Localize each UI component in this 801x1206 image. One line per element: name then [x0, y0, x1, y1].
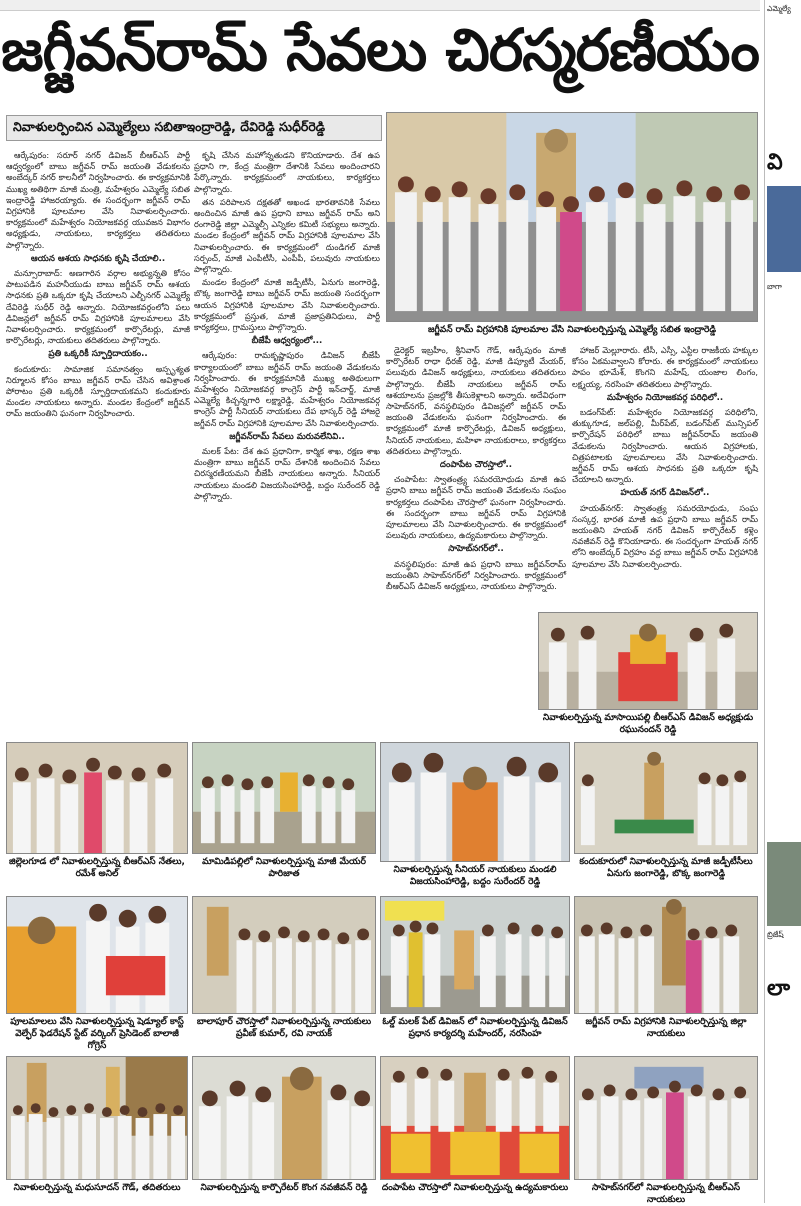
adjacent-text: బ్రిజేష్	[767, 930, 784, 939]
photo-mid-right-caption: నివాళులర్పిస్తున్న మాసాయిపల్లి బీఆర్‌ఎస్ డివిజన్ అధ్యక్షుడు రఘునందన్ రెడ్డి	[542, 713, 754, 735]
section-heading: జగ్జీవన్‌రామ్ సేవలు మరువలేనివి..	[229, 431, 345, 442]
adjacent-text: బాగా	[767, 282, 782, 291]
photo-row1-3	[380, 742, 570, 862]
photo-row1-2-caption: మామిడిపల్లిలో నివాళులర్పిస్తున్న మాజీ మేయర్ పారిజాత	[202, 857, 366, 879]
top-page-strip	[0, 0, 760, 11]
article-paragraph: హయత్‌నగర్: స్వాతంత్ర్య సమరయోధుడు, సంఘ సంస్కర్త, భారత మాజీ ఉప ప్రధాని బాబు జగ్జీవన్ రామ్ జయంతిని హయత్ నగర్ డివిజన్ కార్పొరేటర్ కళ్లెం నవజీవన్ రెడ్డి కొనియాడారు. ఈ సందర్భంగా హయత్ నగర్ లోని అంబేద్కర్ విగ్రహం వద్ద బాబు జగ్జీవన్ రామ్ విగ్రహానికి పూలమాల వేసి నివాళులర్పించారు.	[572, 502, 758, 569]
article-paragraph: మండల కేంద్రంలో మాజీ జడ్పీటీసీ, ఏనుగు జంగారెడ్డి, బొక్క జంగారెడ్డి బాబు జగ్జీవన్ రామ్ జయంతి సందర్భంగా ఆయన విగ్రహానికి పూలమాల వేసి నివాళులర్పించారు. కార్యక్రమంలో ప్రస్తుత, మాజీ ప్రజాప్రతినిధులు, పార్టీ కార్యకర్తలు, గ్రామస్తులు పాల్గొన్నారు.	[194, 277, 380, 333]
photo-row3-4-caption: సాహెబ్‌నగర్‌లో నివాళులర్పిస్తున్న బీఆర్‌ఎస్ నాయకులు	[591, 1183, 741, 1205]
article-column-2	[194, 150, 380, 728]
article-column-4	[572, 345, 758, 607]
adjacent-photo	[767, 842, 801, 926]
photo-row2-1-caption: పూలమాలలు వేసి నివాళులర్పిస్తున్న షెడ్యూల్ కాస్ట్ వెల్ఫేర్ ఫెడరేషన్ స్టేట్ వర్కింగ్ ప్రెసిడెంట్ బాలాజీ గోగ్రెస్	[10, 1017, 184, 1051]
photo-row3-2	[192, 1056, 376, 1180]
article-paragraph: మలక్ పేట: దేశ ఉప ప్రధానిగా, కార్మిక శాఖ, రక్షణ శాఖ మంత్రిగా బాబు జగ్జీవన్ రామ్ దేశానికి అందించిన సేవలు చిరస్మరణీయమని బీజేపీ నాయకులు అన్నారు. సీనియర్ నాయకులు మండలి విజయసింహారెడ్డి, బద్దం సురేందర్ రెడ్డి పాల్గొన్నారు.	[194, 446, 380, 501]
article-paragraph: ఆర్కేపురం: సరూర్ నగర్ డివిజన్ బీఆర్‌ఎస్ పార్టీ ఆధ్వర్యంలో బాబు జగ్జీవన్ రామ్ జయంతి వేడుకలను అంబేద్కర్ నగర్ కాలనీలో నిర్వహించారు. ఈ కార్యక్రమానికి ముఖ్య అతిథిగా మాజీ మంత్రి, మహేశ్వరం ఎమ్మెల్యే సబిత ఇంద్రారెడ్డి హాజరయ్యారు. ఈ సందర్భంగా జగ్జీవన్ రామ్ విగ్రహానికి పూలమాల వేసి నివాళులర్పించారు. కార్యక్రమంలో మహేశ్వరం నియోజకవర్గ యువజన విభాగం అధ్యక్షుడు, నాయకులు, కార్యకర్తలు తదితరులు పాల్గొన్నారు.	[6, 150, 190, 250]
adjacent-text: ఎమ్మెల్యే	[767, 4, 791, 13]
main-photo	[386, 112, 758, 322]
adjacent-heading: లా	[767, 976, 791, 1001]
photo-row1-4-caption: కందుకూరులో నివాళులర్పిస్తున్న మాజీ జడ్పీటీసీలు ఏనుగు జంగారెడ్డి, బొక్క జంగారెడ్డి	[579, 857, 753, 879]
article-column-1	[6, 150, 190, 728]
photo-row1-4	[574, 742, 758, 854]
photo-row2-2-caption: బాలాపూర్ చౌరస్తాలో నివాళులర్పిస్తున్న నాయకులు ప్రవీణ్ కుమార్, రవి నాయక్	[196, 1017, 372, 1039]
photo-row2-2	[192, 896, 376, 1014]
photo-row2-4	[574, 896, 758, 1014]
headline: జగ్జీవన్‌రామ్ సేవలు చిరస్మరణీయం	[1, 15, 759, 84]
photo-row2-3	[380, 896, 570, 1014]
article-paragraph: డైరెక్టర్ ఇబ్రహీం, శ్రీనివాస్ గౌడ్, ఆర్కేపురం మాజీ కార్పొరేటర్ రాధా ధీరజ్ రెడ్డి, మాజీ డిప్యూటీ మేయర్, పలువురు డివిజన్ అధ్యక్షులు, నాయకులు తదితరులు పాల్గొన్నారు. బీజేపీ నాయకులు జగ్జీవన్ రామ్ ఆశయాలను ప్రజల్లోకి తీసుకెళ్లాలని అన్నారు. అదేవిధంగా సాహెబ్‌నగర్, వనస్థలిపురం డివిజన్లలో జగ్జీవన్ రామ్ జయంతి వేడుకలను ఘనంగా నిర్వహించారు. ఈ కార్యక్రమంలో మాజీ కార్పొరేటర్లు, డివిజన్ అధ్యక్షులు, సీనియర్ నాయకులు, మహిళా నాయకురాలు, కార్యకర్తలు తదితరులు పాల్గొన్నారు.	[386, 345, 566, 456]
article-paragraph: కృషి చేసిన మహోన్నతుడని కొనియాడారు. దేశ ఉప ప్రధాని గా, కేంద్ర మంత్రిగా దేశానికి సేవలు అందించారని పేర్కొన్నారు. కార్యక్రమంలో నాయకులు, కార్యకర్తలు పాల్గొన్నారు.	[194, 150, 380, 194]
photo-row1-1-caption: జిల్లెలగూడ లో నివాళులర్పిస్తున్న బీఆర్‌ఎస్ నేతలు, రమేశ్ అనిల్	[9, 857, 185, 879]
photo-mid-right	[538, 612, 758, 710]
article-paragraph: ఆర్కేపురం: రామకృష్ణాపురం డివిజన్ బీజేపీ కార్యాలయంలో బాబు జగ్జీవన్ రామ్ జయంతి వేడుకలను నిర్వహించారు. ఈ కార్యక్రమానికి ముఖ్య అతిథులుగా మహేశ్వరం నియోజకవర్గ కాంగ్రెస్ పార్టీ ఇన్‌చార్జ్, మాజీ ఎమ్మెల్యే కిచ్చన్నగారి లక్ష్మారెడ్డి, మహేశ్వరం నియోజకవర్గ కాంగ్రెస్ పార్టీ సీనియర్ నాయకులు దేప భాస్కర్ రెడ్డి హాజరై జగ్జీవన్ రామ్ విగ్రహానికి పూలమాల వేసి నివాళులర్పించారు.	[194, 350, 380, 428]
section-heading: దంపాపేట చౌరస్తాలో..	[439, 460, 513, 471]
photo-row1-3-caption: నివాళులర్పిస్తున్న సీనియర్ నాయకులు మండలి విజయసింహారెడ్డి, బద్దం సురేందర్ రెడ్డి	[393, 865, 557, 887]
photo-row3-1	[6, 1056, 188, 1180]
article-paragraph: మన్సూరాబాద్: అణగారిన వర్గాల అభ్యున్నతి కోసం పాటుపడిన మహనీయుడు బాబు జగ్జీవన్ రామ్ ఆశయ సాధనకు ప్రతి ఒక్కరూ కృషి చేయాలని ఎల్బీనగర్ ఎమ్మెల్యే దేవిరెడ్డి సుధీర్ రెడ్డి అన్నారు. నియోజకవర్గంలోని పలు డివిజన్లలో జగ్జీవన్ రామ్ విగ్రహానికి పూలమాలలు వేసి నివాళులర్పించారు. కార్యక్రమంలో కార్పొరేటర్లు, మాజీ కార్పొరేటర్లు, నాయకులు తదితరులు పాల్గొన్నారు.	[6, 268, 190, 346]
section-heading: ప్రతి ఒక్కరికీ స్ఫూర్తిదాయకం..	[48, 349, 148, 360]
section-heading: మహేశ్వరం నియోజకవర్గ పరిధిలో..	[606, 392, 724, 403]
article-paragraph: వనస్థలిపురం: మాజీ ఉప ప్రధాని బాబు జగ్జీవన్‌రామ్ జయంతిని సాహెబ్‌నగర్‌లో నిర్వహించారు. కార్యక్రమంలో బీఆర్‌ఎస్ డివిజన్ అధ్యక్షులు, నాయకులు పాల్గొన్నారు.	[386, 558, 566, 592]
article-paragraph: హాజర్ మెల్లూరారు. టీసీ, ఎస్సీ, ఎస్టీల రాజకీయ హక్కుల కోసం ఏకమవ్వాలని కోరారు. ఈ కార్యక్రమంలో నాయకులు పాపం భూమేశ్, కొంగని మహేష్, యంజాల లింగం, లక్ష్మయ్య, నరసింహ తదితరులు పాల్గొన్నారు.	[572, 345, 758, 389]
section-heading: ఆయన ఆశయ సాధనకు కృషి చేయాలి..	[30, 253, 166, 264]
photo-row3-3-caption: దంపాపేట చౌరస్తాలో నివాళులర్పిస్తున్న ఉద్యమకారులు	[381, 1183, 569, 1193]
photo-row1-1	[6, 742, 188, 854]
section-heading: సాహెబ్‌నగర్‌లో..	[448, 544, 504, 555]
main-photo-caption: జగ్జీవన్ రామ్ విగ్రహానికి పూలమాల వేసి నివాళులర్పిస్తున్న ఎమ్మెల్యే సబిత ఇంద్రారెడ్డి	[427, 325, 717, 335]
photo-row2-3-caption: ఓల్డ్ మలక్ పేట్ డివిజన్ లో నివాళులర్పిస్తున్న డివిజన్ ప్రధాన కార్యదర్శి మహేందర్, నరసింహ	[382, 1017, 568, 1039]
photo-row3-4	[574, 1056, 758, 1180]
adjacent-photo	[767, 186, 801, 272]
article-paragraph: చంపాపేట: స్వాతంత్ర్య సమరయోధుడు మాజీ ఉప ప్రధాని బాబు జగ్జీవన్ రామ్ జయంతి వేడుకలను సంఘం కార్యకర్తలు దంపాపేట చౌరస్తాలో ఘనంగా నిర్వహించారు. ఈ సందర్భంగా బాబు జగ్జీవన్ రామ్ విగ్రహానికి పూలమాలలు వేసి నివాళులర్పించారు. ఈ కార్యక్రమంలో పలువురు నాయకులు, ఉద్యమకారులు పాల్గొన్నారు.	[386, 474, 566, 541]
section-heading: బీజేపీ ఆధ్వర్యంలో...	[251, 336, 323, 347]
photo-row3-3	[380, 1056, 570, 1180]
article-paragraph: కందుకూరు: సామాజిక సమానత్వం అస్పృశ్యత నిర్మూలన కోసం బాబు జగ్జీవన్ రామ్ చేసిన అవిశ్రాంత పోరాటం ప్రతి ఒక్కరికీ స్ఫూర్తిదాయకమని కందుకూరు మండల నాయకులు అన్నారు. మండల కేంద్రంలో జగ్జీవన్ రామ్ జయంతిని ఘనంగా నిర్వహించారు.	[6, 363, 190, 419]
adjacent-article-strip	[764, 0, 801, 1203]
photo-row3-2-caption: నివాళులర్పిస్తున్న కార్పొరేటర్ కొంగ నవజీవన్ రెడ్డి	[200, 1183, 368, 1193]
photo-row2-1	[6, 896, 188, 1014]
section-heading: హయత్ నగర్ డివిజన్‌లో..	[620, 488, 710, 499]
article-paragraph: బడంగ్‌పేట్: మహేశ్వరం నియోజకవర్గ పరిధిలోని, తుక్కుగూడ, జల్‌పల్లి, మీర్‌పేట్, బడంగ్‌పేట్ మున్సిపల్ కార్పొరేషన్ పరిధిలో బాబు జగ్జీవన్‌రామ్ జయంతి వేడుకలను నిర్వహించారు. ఆయన విగ్రహాలకు, చిత్రపటాలకు పూలమాలలు వేసి నివాళులర్పించారు. జగ్జీవన్ రామ్ ఆశయ సాధనకు ప్రతి ఒక్కరూ కృషి చేయాలని అన్నారు.	[572, 407, 758, 485]
photo-row2-4-caption: జగ్జీవన్ రామ్ విగ్రహానికి నివాళులర్పిస్తున్న జిల్లా నాయకులు	[585, 1017, 747, 1039]
adjacent-heading: వి	[767, 150, 783, 175]
photo-row1-2	[192, 742, 376, 854]
subheadline-bar: నివాళులర్పించిన ఎమ్మెల్యేలు సబితాఇంద్రారెడ్డి, దేవిరెడ్డి సుధీర్‌రెడ్డి	[6, 115, 382, 141]
article-paragraph: తన పరిపాలన దక్షతతో అఖండ భారతావనికి సేవలు అందించిన మాజీ ఉప ప్రధాని బాబు జగ్జీవన్ రామ్ అని రంగారెడ్డి జిల్లా ఎమ్మెల్సీ ఎన్నికల కమిటీ సభ్యులు అన్నారు. మండల కేంద్రంలో జగ్జీవన్ రామ్ విగ్రహానికి పూలమాల వేసి నివాళులర్పించారు. ఈ కార్యక్రమంలో దుండిగల్ మాజీ సర్పంచ్, మాజీ ఎంపీటీసీ, ఎంపీపీ, పలువురు నాయకులు పాల్గొన్నారు.	[194, 196, 380, 275]
photo-row3-1-caption: నివాళులర్పిస్తున్న మధుసూదన్ గౌడ్, తదితరులు	[13, 1183, 181, 1193]
